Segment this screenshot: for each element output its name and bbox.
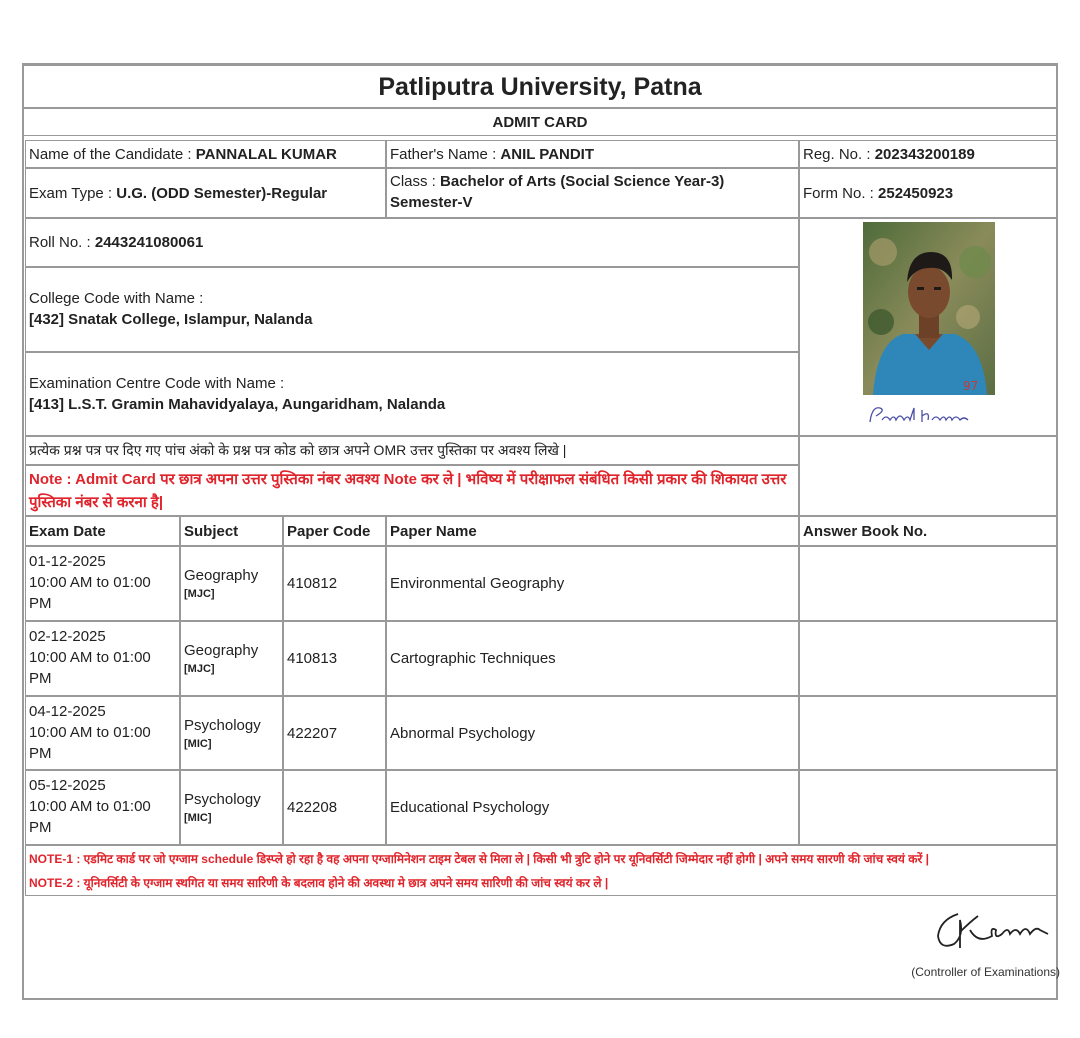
subject-cell: Psychology [MIC] — [180, 696, 283, 770]
subject-cell: Geography [MJC] — [180, 621, 283, 696]
answer-book-cell — [799, 621, 1058, 696]
answer-book-cell — [799, 770, 1058, 845]
candidate-signature — [866, 400, 976, 435]
subject-cell: Psychology [MIC] — [180, 770, 283, 845]
exam-date-cell: 04-12-2025 10:00 AM to 01:00 PM — [25, 696, 180, 770]
subject-cell: Geography [MJC] — [180, 546, 283, 621]
exam-date-cell: 02-12-2025 10:00 AM to 01:00 PM — [25, 621, 180, 696]
table-header-code: Paper Code — [283, 516, 386, 546]
father-name: Father's Name : ANIL PANDIT — [386, 140, 799, 168]
paper-name-cell: Cartographic Techniques — [386, 621, 799, 696]
paper-name-cell: Abnormal Psychology — [386, 696, 799, 770]
answer-book-cell — [799, 696, 1058, 770]
paper-name-cell: Environmental Geography — [386, 546, 799, 621]
document-title: ADMIT CARD — [23, 108, 1057, 136]
paper-code-cell: 410812 — [283, 546, 386, 621]
table-header-answer-book: Answer Book No. — [799, 516, 1058, 546]
candidate-name: Name of the Candidate : PANNALAL KUMAR — [25, 140, 386, 168]
centre-info: Examination Centre Code with Name : [413] L.S.T. Gramin Mahavidyalaya, Aungaridham, Nalanda — [25, 352, 799, 436]
exam-type: Exam Type : U.G. (ODD Semester)-Regular — [25, 168, 386, 218]
paper-name-cell: Educational Psychology — [386, 770, 799, 845]
answer-book-cell — [799, 546, 1058, 621]
paper-code-cell: 422207 — [283, 696, 386, 770]
paper-code-cell: 410813 — [283, 621, 386, 696]
exam-date-cell: 05-12-2025 10:00 AM to 01:00 PM — [25, 770, 180, 845]
omr-instruction: प्रत्येक प्रश्न पत्र पर दिए गए पांच अंको के प्रश्न पत्र कोड को छात्र अपने OMR उत्तर पुस्तिका पर अवश्य लिखे | — [25, 436, 799, 465]
reg-number: Reg. No. : 202343200189 — [799, 140, 1058, 168]
notes-box — [25, 845, 1058, 896]
table-header-paper: Paper Name — [386, 516, 799, 546]
college-info: College Code with Name : [432] Snatak College, Islampur, Nalanda — [25, 267, 799, 352]
answer-book-note: Note : Admit Card पर छात्र अपना उत्तर पुस्तिका नंबर अवश्य Note कर ले | भविष्य में परीक्षाफल संबंधित किसी प्रकार की शिकायत उत्तर पुस्तिका नंबर से करना है| — [25, 465, 799, 516]
form-number: Form No. : 252450923 — [799, 168, 1058, 218]
candidate-photo — [863, 222, 995, 395]
note-2: NOTE-2 : यूनिवर्सिटी के एग्जाम स्थगित या समय सारिणी के बदलाव होने की अवस्था मे छात्र अपने समय सारिणी की जांच स्वयं कर ले | — [29, 876, 609, 890]
table-header-date: Exam Date — [25, 516, 180, 546]
svg-text:97: 97 — [963, 379, 979, 393]
controller-label: (Controller of Examinations) — [911, 965, 1060, 979]
table-header-subject: Subject — [180, 516, 283, 546]
instruction-right-cell — [799, 436, 1058, 516]
class-field: Class : Bachelor of Arts (Social Science Year-3) Semester-V — [386, 168, 799, 218]
note-1: NOTE-1 : एडमिट कार्ड पर जो एग्जाम schedule डिस्प्ले हो रहा है वह अपना एग्जामिनेशन टाइम टेबल से मिला ले | किसी भी त्रुटि होने पर यूनिवर्सिटी जिम्मेदार नहीं होगी | अपने समय सारणी की जांच स्वयं करें | — [29, 852, 930, 866]
university-title: Patliputra University, Patna — [23, 65, 1057, 108]
exam-date-cell: 01-12-2025 10:00 AM to 01:00 PM — [25, 546, 180, 621]
roll-number: Roll No. : 2443241080061 — [25, 218, 799, 267]
paper-code-cell: 422208 — [283, 770, 386, 845]
controller-signature — [930, 900, 1055, 960]
